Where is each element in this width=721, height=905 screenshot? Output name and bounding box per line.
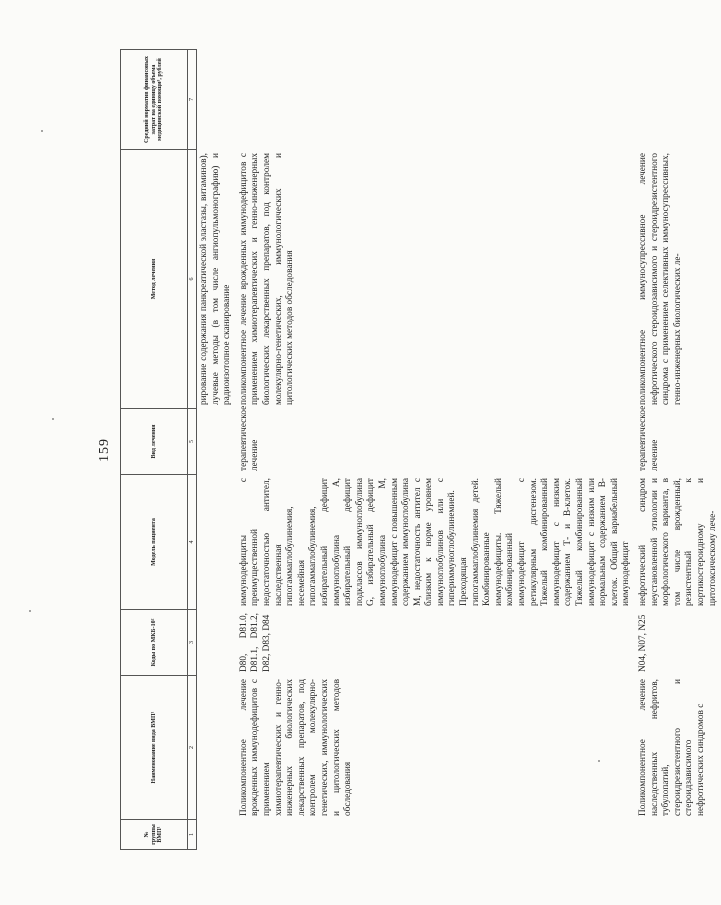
header-treatment-method: Метод лечения: [121, 150, 188, 409]
column-number: 3: [188, 610, 197, 676]
cell-method: рирование содержания панкреатической эластазы, витаминов), лучевые методы (в том числе ангиопульмонографию) и радиоизотопное сканирование: [199, 153, 233, 405]
cell-codes: N04, N07, N25: [637, 614, 648, 672]
table-row: [236, 50, 635, 850]
column-number: 7: [188, 50, 197, 150]
vmp-table: [120, 49, 721, 850]
header-average-cost: Средний норматив финансовых затрат на единицу объема медицинской помощи³, рублей: [121, 50, 188, 150]
scan-speck: [29, 610, 31, 612]
cell-type: терапевтическое лечение: [238, 405, 261, 471]
cell-method: поликомпонентное лечение врожденных иммунодефицитов с применением химиотерапевтических и генно-инженерных биологических лекарственных препаратов, под контролем молекулярно-генетических, иммунологических и цитологических методов обследования: [238, 153, 296, 405]
column-number: 1: [188, 820, 197, 850]
header-patient-model: Модель пациента: [121, 475, 188, 610]
cell-name: Поликомпонентное лечение врожденных иммунодефицитов с применением химиотерапевтических и генно-инженерных биологических лекарственных препаратов, под контролем молекулярно-генетических, иммунологических и цитологических методов обследования: [238, 679, 354, 816]
header-vmp-name: Наименование вида ВМП¹: [121, 676, 188, 820]
column-number-row: [188, 50, 197, 850]
scan-speck: [41, 130, 43, 132]
table-header-row: [121, 50, 188, 850]
cell-model: иммунодефициты с преимущественной недостаточностью антител, наследственная гипогаммаглобулинемия, несемейная гипогаммаглобулинемия, избирательный дефицит иммуноглобулина А, избирательный дефицит подклассов иммуноглобулина G, избирательный дефицит иммуноглобулина М, иммунодефицит с повышенным содержанием иммуноглобулина М, недостаточность антител с близким к норме уровнем иммуноглобулинов или с гипериммуноглобулинемией. Преходящая гипогаммаглобулинемия детей. Комбинированные иммунодефициты. Тяжелый комбинированный иммунодефицит с ретикулярным дисгенезом. Тяжелый комбинированный иммунодефицит с низким содержанием Т- и В-клеток. Тяжелый комбинированный иммунодефицит с низким или нормальным содержанием В-клеток. Общий вариабельный иммунодефицит: [238, 478, 632, 606]
cell-codes: D80, D81.0, D81.1, D81.2, D82, D83, D84: [238, 613, 272, 672]
rotated-page: [65, 50, 718, 850]
cell-cost: [236, 50, 635, 150]
cell-group: [635, 820, 721, 850]
cell-model: нефротический синдром неустановленной этиологии и морфологического варианта, в том числе врожденный, резистентный к кортикостероидному и цитотоксическому лече-: [637, 478, 718, 606]
header-group-number: № группы ВМП¹: [121, 820, 188, 850]
table-row: [635, 50, 721, 850]
column-number: 6: [188, 150, 197, 409]
column-number: 4: [188, 475, 197, 610]
scan-speck: [598, 760, 600, 762]
cell-group: [236, 820, 635, 850]
cell-name: Поликомпонентное лечение наследственных нефритов, тубулопатий, стероидрезистентного и стероидзависимого нефротических синдромов с: [637, 679, 706, 816]
header-treatment-type: Вид лечения: [121, 409, 188, 475]
column-number: 5: [188, 409, 197, 475]
scan-speck: [52, 418, 54, 420]
cell-cost: [635, 50, 721, 150]
header-icd-codes: Коды по МКБ-10²: [121, 610, 188, 676]
cell-type: терапевтическое лечение: [637, 405, 660, 471]
table-row-continuation: [197, 50, 236, 850]
cell-method: поликомпонентное иммуносупрессивное лечение нефротического стероидозависимого и стероидрезистентного синдрома с применением селективных иммуносупрессивных, генно-инженерных биологических ле-: [637, 153, 683, 405]
page-number: 159: [97, 438, 112, 462]
column-number: 2: [188, 676, 197, 820]
